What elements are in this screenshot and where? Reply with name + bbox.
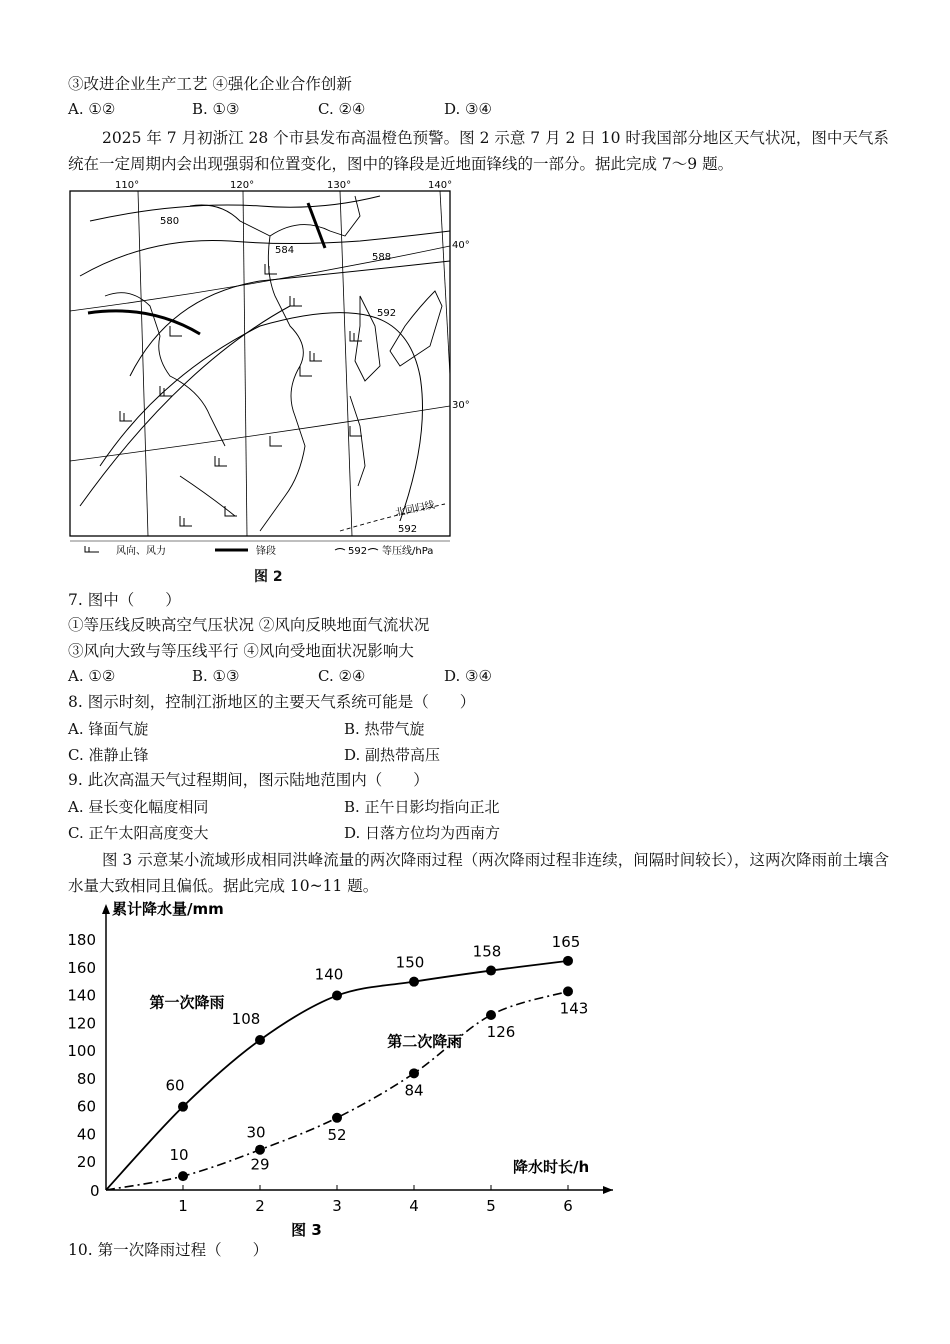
series-name-first-rain: 第一次降雨 [149, 993, 225, 1012]
y-axis-title: 累计降水量/mm [112, 900, 224, 918]
legend-isobar-label: 等压线/hPa [382, 546, 434, 557]
legend-isobar-symbol [335, 549, 345, 551]
x-tick-label: 6 [563, 1197, 573, 1215]
q7-stem: 7. 图中（ ） [68, 591, 181, 609]
data-label-first-rain: 158 [472, 942, 502, 961]
lon-label-120: 120° [230, 180, 255, 191]
y-tick-label: 140 [67, 986, 96, 1005]
q7-line-2: ③风向大致与等压线平行 ④风向受地面状况影响大 [68, 642, 414, 660]
y-axis-arrow [102, 904, 110, 914]
x-tick-label: 4 [409, 1197, 419, 1215]
x-axis-title: 降水时长/h [513, 1158, 590, 1176]
x-tick-label: 1 [178, 1197, 188, 1215]
q9-stem: 9. 此次高温天气过程期间，图示陆地范围内（ ） [68, 771, 429, 789]
option-c: C. ②④ [318, 100, 366, 118]
q9-option-d: D. 日落方位均为西南方 [344, 824, 501, 842]
y-tick-label: 120 [67, 1014, 96, 1033]
legend-wind-symbol [85, 546, 99, 552]
lon-label-140: 140° [428, 180, 453, 191]
data-point-second-rain [486, 1010, 496, 1020]
q7-option-c: C. ②④ [318, 667, 366, 685]
data-label-second-rain: 143 [559, 999, 589, 1018]
option-d: D. ③④ [444, 100, 492, 118]
isobar-label-580: 580 [160, 216, 180, 227]
data-label-first-rain: 140 [314, 965, 344, 984]
data-label-first-rain: 108 [231, 1010, 261, 1028]
legend-front-label: 锋段 [256, 546, 276, 557]
data-point-first-rain [486, 966, 496, 976]
data-label-second-rain: 126 [486, 1023, 516, 1041]
legend-isobar-sample: 592 [348, 546, 368, 557]
item-line-3-4: ③改进企业生产工艺 ④强化企业合作创新 [68, 75, 352, 93]
legend-isobar-symbol-2 [368, 549, 378, 551]
origin-label: 0 [90, 1182, 100, 1200]
data-point-first-rain [332, 991, 342, 1001]
data-label-first-rain: 150 [395, 953, 425, 972]
q9-option-b: B. 正午日影均指向正北 [344, 798, 500, 816]
x-tick-label: 2 [255, 1197, 265, 1215]
q8-option-d: D. 副热带高压 [344, 746, 441, 764]
lon-label-110: 110° [115, 180, 140, 191]
isobar-label-592-north: 592 [377, 308, 397, 319]
annotation-label: 30 [246, 1123, 266, 1142]
y-tick-label: 100 [67, 1042, 96, 1061]
q8-option-a: A. 锋面气旋 [68, 720, 149, 738]
q7-option-a: A. ①② [68, 667, 116, 685]
q7-line-1: ①等压线反映高空气压状况 ②风向反映地面气流状况 [68, 616, 430, 634]
intro-paragraph-2: 图 3 示意某小流域形成相同洪峰流量的两次降雨过程（两次降雨过程非连续，间隔时间较长），这两次降雨前土壤含水量大致相同且偏低。据此完成 10~11 题。 [68, 851, 889, 895]
isobar-label-584: 584 [275, 245, 295, 256]
q8-option-b: B. 热带气旋 [344, 720, 425, 738]
q7-option-d: D. ③④ [444, 667, 492, 685]
rainfall-chart [60, 898, 630, 1239]
tropic-label: 北回归线 [394, 499, 436, 519]
legend-wind-label: 风向、风力 [116, 546, 166, 557]
data-label-second-rain: 52 [327, 1125, 347, 1144]
front-segments [88, 203, 325, 334]
q9-option-a: A. 昼长变化幅度相同 [68, 798, 209, 816]
y-tick-label: 160 [67, 958, 96, 977]
data-point-second-rain [178, 1171, 188, 1181]
q8-stem: 8. 图示时刻，控制江浙地区的主要天气系统可能是（ ） [68, 693, 476, 711]
y-tick-label: 180 [67, 931, 96, 949]
x-tick-label: 5 [486, 1197, 496, 1215]
y-tick-label: 80 [76, 1069, 96, 1088]
isobar-label-592-south: 592 [398, 524, 418, 535]
data-point-second-rain [255, 1145, 265, 1155]
data-point-second-rain [409, 1068, 419, 1078]
intro-paragraph-1: 2025 年 7 月初浙江 28 个市县发布高温橙色预警。图 2 示意 7 月 2 日 10 时我国部分地区天气状况，图中天气系统在一定周期内会出现强弱和位置变化，图中的锋段是近地面锋线的一部分。据此完成 7～9 题。 [68, 129, 889, 173]
q8-option-c: C. 准静止锋 [68, 746, 149, 764]
series-name-second-rain: 第二次降雨 [387, 1032, 463, 1051]
data-point-second-rain [563, 986, 573, 996]
data-label-second-rain: 84 [404, 1081, 424, 1100]
data-label-second-rain: 10 [169, 1146, 189, 1165]
data-point-first-rain [409, 977, 419, 987]
data-point-first-rain [255, 1035, 265, 1045]
lat-label-40: 40° [452, 240, 470, 251]
figure-3-caption: 图 3 [291, 1221, 322, 1239]
data-point-first-rain [563, 956, 573, 966]
option-a: A. ①② [68, 100, 116, 118]
y-tick-label: 60 [76, 1097, 96, 1116]
data-label-first-rain: 60 [165, 1076, 185, 1095]
x-tick-label: 3 [332, 1197, 342, 1215]
weather-map [60, 176, 470, 557]
data-label-first-rain: 165 [551, 932, 581, 951]
q10-stem: 10. 第一次降雨过程（ ） [68, 1241, 269, 1259]
q7-option-b: B. ①③ [192, 667, 240, 685]
q9-option-c: C. 正午太阳高度变大 [68, 824, 209, 842]
wind-barbs [120, 264, 362, 526]
figure-2-caption: 图 2 [254, 569, 283, 585]
data-label-second-rain: 29 [250, 1155, 270, 1174]
x-axis-arrow [603, 1186, 613, 1194]
isobar-label-588: 588 [372, 252, 392, 263]
lon-label-130: 130° [327, 180, 352, 191]
data-point-first-rain [178, 1102, 188, 1112]
y-tick-label: 20 [76, 1153, 96, 1172]
lat-label-30: 30° [452, 400, 470, 411]
data-point-second-rain [332, 1113, 342, 1123]
option-b: B. ①③ [192, 100, 240, 118]
y-tick-label: 40 [76, 1125, 96, 1144]
